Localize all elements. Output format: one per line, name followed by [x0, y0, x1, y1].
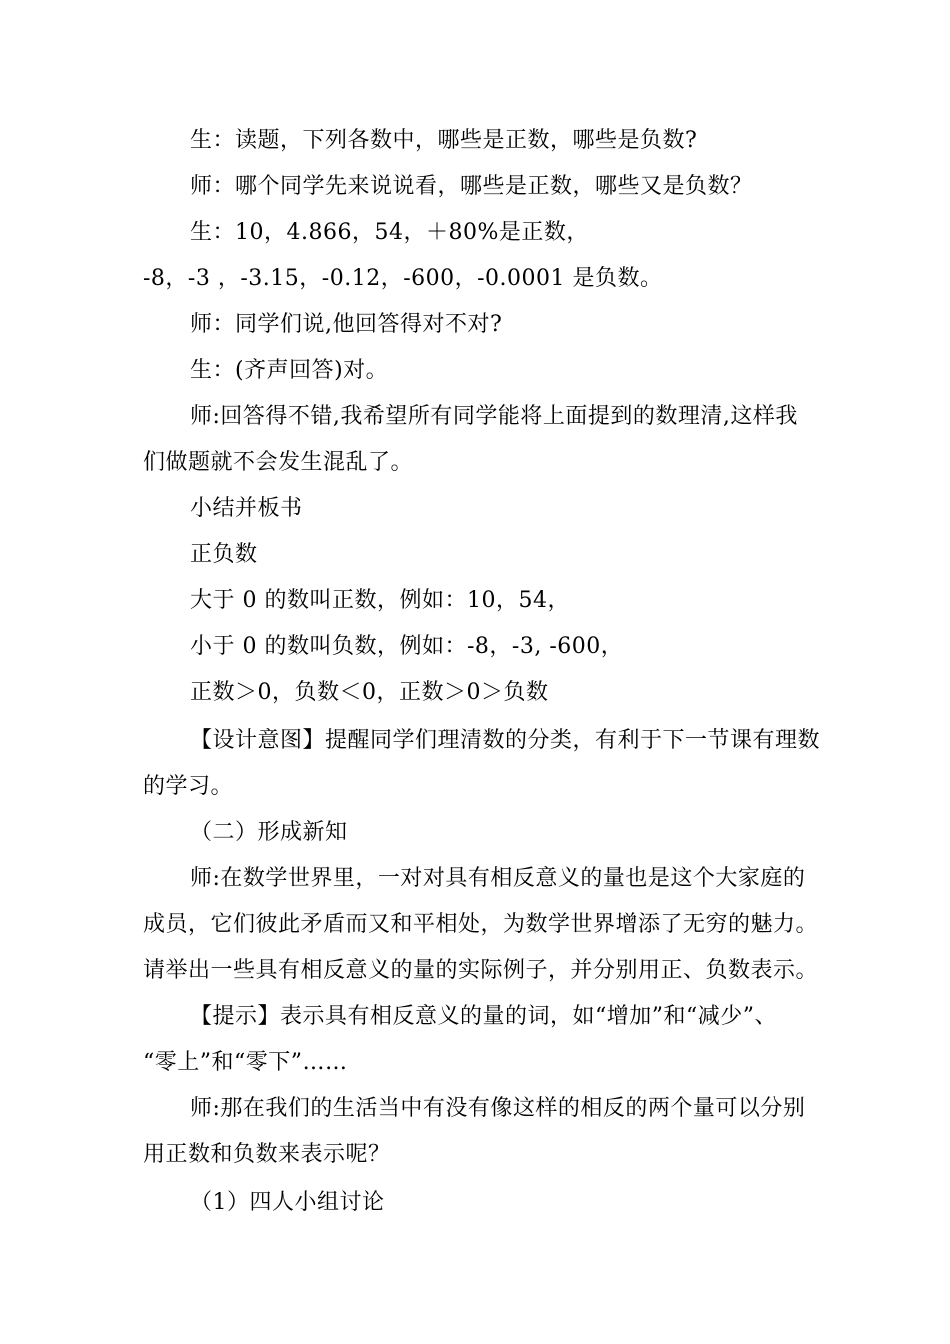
text-line: 生：10，4.866，54，＋80%是正数， [190, 220, 589, 245]
text-line: 生：读题，下列各数中，哪些是正数，哪些是负数? [190, 128, 698, 153]
text-line: 大于 0 的数叫正数，例如：10，54， [190, 588, 570, 613]
text-line: 正负数 [190, 542, 258, 567]
text-line: 成员，它们彼此矛盾而又和平相处，为数学世界增添了无穷的魅力。 [143, 912, 819, 937]
text-line: 师:回答得不错,我希望所有同学能将上面提到的数理清,这样我 [190, 404, 798, 429]
text-line: 们做题就不会发生混乱了。 [143, 450, 414, 475]
text-line: -8，-3 ，-3.15，-0.12，-600，-0.0001 是负数。 [143, 266, 663, 291]
text-line: 用正数和负数来表示呢？ [143, 1142, 391, 1167]
text-line: 师：哪个同学先来说说看，哪些是正数，哪些又是负数？ [190, 174, 753, 199]
text-line: 正数＞0，负数＜0，正数＞0＞负数 [190, 680, 549, 705]
section-heading: （1）四人小组讨论 [190, 1190, 385, 1215]
text-line: 生：(齐声回答)对。 [190, 358, 389, 383]
text-line: 的学习。 [143, 774, 234, 799]
text-line: 师:在数学世界里，一对对具有相反意义的量也是这个大家庭的 [190, 866, 806, 891]
text-line: 小于 0 的数叫负数，例如：-8，-3, -600， [190, 634, 624, 659]
text-line: 师：同学们说,他回答得对不对? [190, 312, 503, 337]
text-line: 师:那在我们的生活当中有没有像这样的相反的两个量可以分别 [190, 1096, 806, 1121]
text-line: 【提示】表示具有相反意义的量的词，如“增加”和“减少”、 [190, 1004, 777, 1029]
text-line: 【设计意图】提醒同学们理清数的分类，有利于下一节课有理数 [190, 728, 821, 753]
text-line: 请举出一些具有相反意义的量的实际例子，并分别用正、负数表示。 [143, 958, 819, 983]
section-heading: （二）形成新知 [190, 820, 348, 845]
text-line: 小结并板书 [190, 496, 303, 521]
text-line: “零上”和“零下”…… [143, 1050, 348, 1075]
